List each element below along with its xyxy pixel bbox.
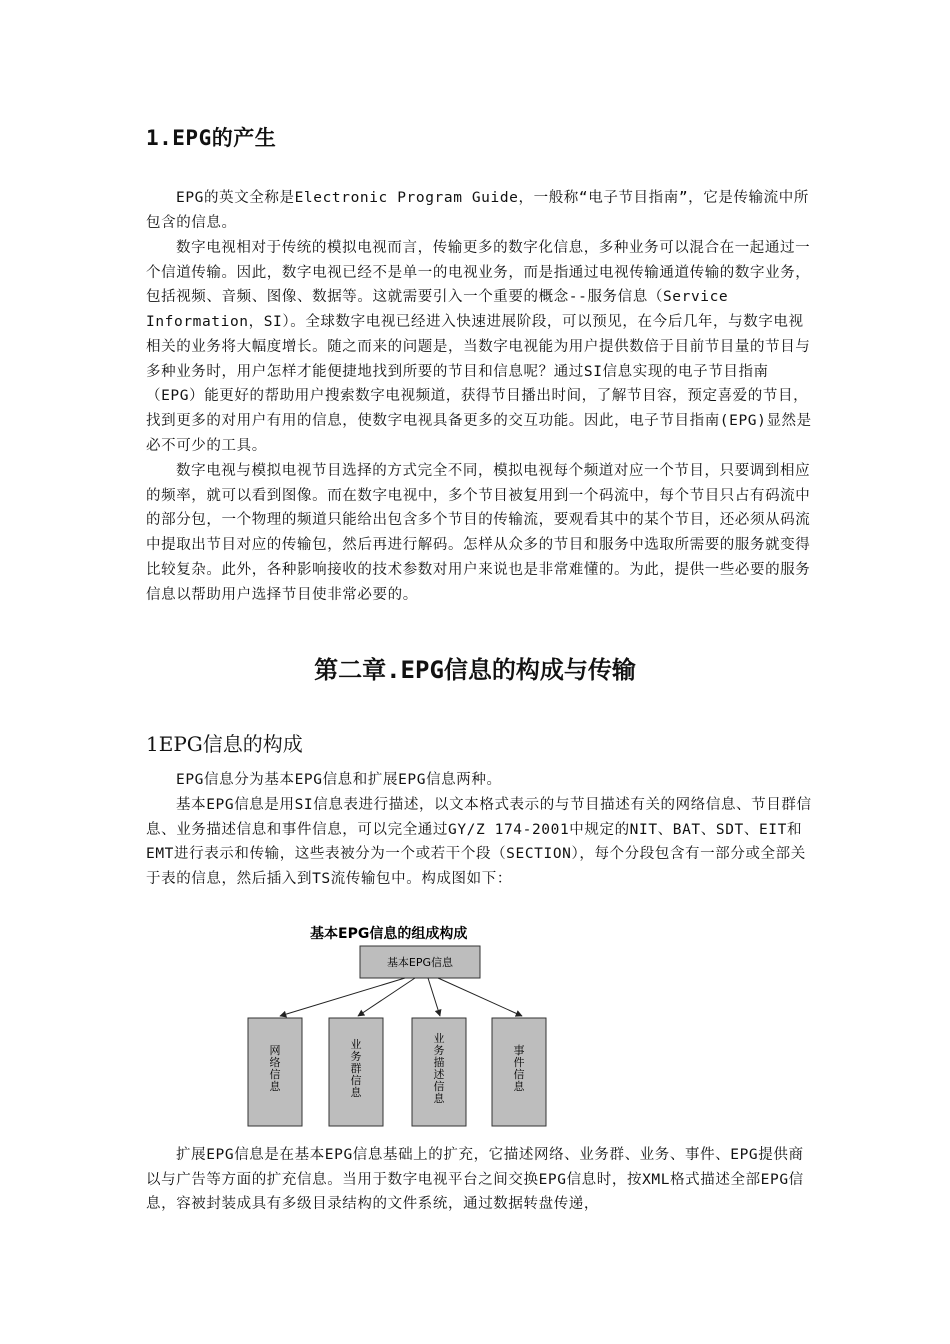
child-node-label-2: 业务群信息 (350, 1038, 362, 1099)
child-node-label-3: 业务描述信息 (433, 1032, 445, 1105)
arrow-4 (438, 978, 522, 1016)
paragraph-extended-epg: 扩展EPG信息是在基本EPG信息基础上的扩充，它描述网络、业务群、业务、事件、EPG提供商以与广告等方面的扩充信息。当用于数字电视平台之间交换EPG信息时，按XML格式描述全部EPG信息，容被封装成具有多级目录结构的文件系统，通过数据转盘传递， (146, 1147, 804, 1213)
root-node-label: 基本EPG信息 (386, 956, 454, 969)
diagram-caption: 基本EPG信息的组成构成 (310, 926, 468, 942)
paragraph-epg-types: EPG信息分为基本EPG信息和扩展EPG信息两种。 (176, 772, 502, 788)
paragraph-basic-epg: 基本EPG信息是用SI信息表进行描述，以文本格式表示的与节目描述有关的网络信息、节目群信息、业务描述信息和事件信息，可以完全通过GY/Z 174-2001中规定的NIT、BAT、SDT、EIT和EMT进行表示和传输，这些表被分为一个或若干个段（SECTION），每个分段包含有一部分或全部关于表的信息，然后插入到TS流传输包中。构成图如下： (146, 797, 812, 888)
arrow-3 (428, 978, 440, 1016)
child-node-label-4: 事件信息 (513, 1044, 525, 1093)
child-node-label-1: 网络信息 (269, 1044, 281, 1093)
chapter-title: 第二章.EPG信息的构成与传输 (314, 656, 636, 684)
section-heading: 1.EPG的产生 (146, 126, 277, 150)
paragraph-program-selection: 数字电视与模拟电视节目选择的方式完全不同，模拟电视每个频道对应一个节目，只要调到相应的频率，就可以看到图像。而在数字电视中，多个节目被复用到一个码流中，每个节目只占有码流中的部分包，一个物理的频道只能给出包含多个节目的传输流，要观看其中的某个节目，还必须从码流中提取出节目对应的传输包，然后再进行解码。怎样从众多的节目和服务中选取所需要的服务就变得比较复杂。此外，各种影响接收的技术参数对用户来说也是非常难懂的。为此，提供一些必要的服务信息以帮助用户选择节目使非常必要的。 (146, 463, 811, 603)
subsection-heading: 1EPG信息的构成 (146, 732, 303, 756)
paragraph-epg-definition: EPG的英文全称是Electronic Program Guide，一般称“电子节目指南”，它是传输流中所包含的信息。 (146, 190, 809, 231)
epg-structure-diagram (240, 918, 560, 1133)
paragraph-digital-tv-si: 数字电视相对于传统的模拟电视而言，传输更多的数字化信息，多种业务可以混合在一起通过一个信道传输。因此，数字电视已经不是单一的电视业务，而是指通过电视传输通道传输的数字业务，包括视频、音频、图像、数据等。这就需要引入一个重要的概念--服务信息（Service Information，SI）。全球数字电视已经进入快速进展阶段，可以预见，在今后几年，与数字电视相关的业务将大幅度增长。随之而来的问题是，当数字电视能为用户提供数倍于目前节目量的节目与多种业务时，用户怎样才能便捷地找到所要的节目和信息呢？通过SI信息实现的电子节目指南（EPG）能更好的帮助用户搜索数字电视频道，获得节目播出时间，了解节目容，预定喜爱的节目，找到更多的对用户有用的信息，使数字电视具备更多的交互功能。因此，电子节目指南(EPG)显然是必不可少的工具。 (146, 240, 812, 454)
